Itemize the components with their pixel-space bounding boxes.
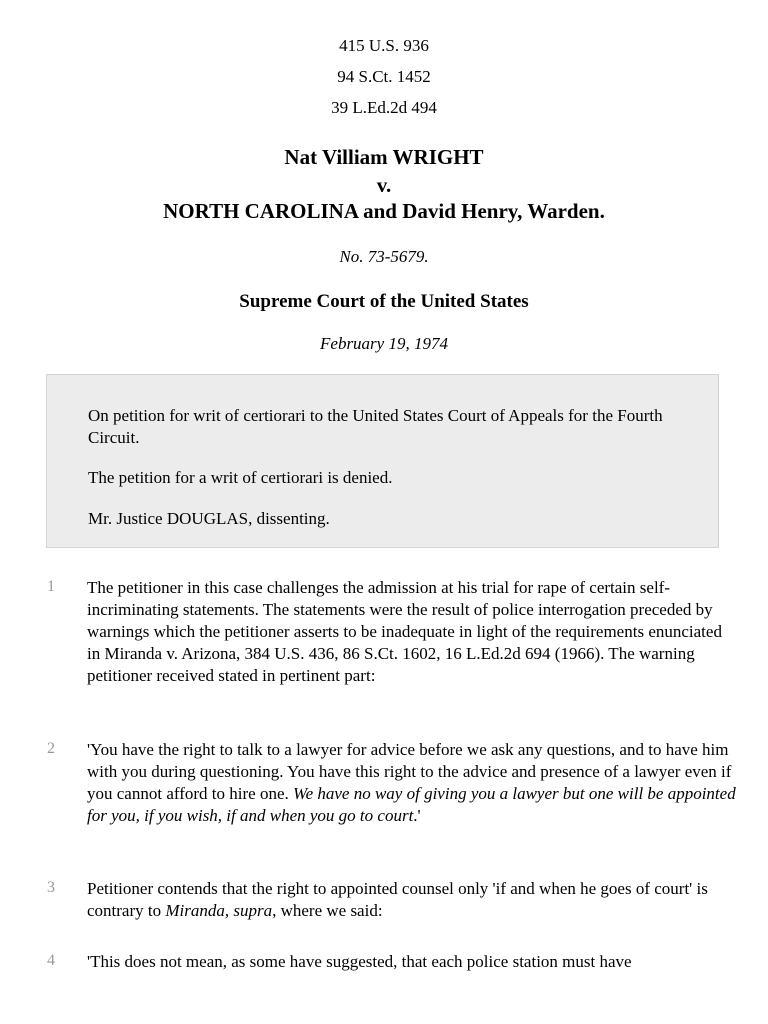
paragraph-text-plain: 'You have the right to talk to a lawyer for advice before we ask any questions, and to have him with you during questioning. You have this right to the advice and presence of a lawyer even if you cannot afford to hire one.	[87, 740, 732, 803]
paragraph-text	[87, 878, 737, 922]
paragraph-number: 4	[47, 952, 55, 969]
summary-dissent: Mr. Justice DOUGLAS, dissenting.	[88, 509, 330, 528]
paragraph-text-italic: We have no way of giving you a lawyer but one will be appointed for you, if you wish, if and when you go to court	[87, 784, 736, 825]
paragraph-number: 3	[47, 879, 55, 896]
citation-us: 415 U.S. 936	[339, 36, 429, 55]
paragraph-number: 2	[47, 740, 55, 757]
paragraph-text: 'This does not mean, as some have suggested, that each police station must have	[87, 952, 632, 971]
case-title-petitioner: Nat Villiam WRIGHT	[284, 145, 484, 169]
paragraph-number: 1	[47, 578, 55, 595]
citation-sct: 94 S.Ct. 1452	[337, 67, 431, 86]
summary-disposition: The petition for a writ of certiorari is denied.	[88, 468, 393, 487]
case-title-respondent: NORTH CAROLINA and David Henry, Warden.	[163, 199, 605, 223]
decision-date: February 19, 1974	[320, 334, 448, 353]
paragraph-text-end: , where we said:	[272, 901, 383, 920]
paragraph-text	[87, 739, 737, 827]
case-citation-italic: Miranda, supra	[165, 901, 273, 920]
court-name: Supreme Court of the United States	[239, 291, 529, 312]
paragraph-text-plain: Petitioner contends that the right to appointed counsel only 'if and when he goes of court' is contrary to	[87, 879, 708, 920]
docket-number: No. 73-5679.	[339, 247, 429, 266]
case-title-versus: v.	[376, 173, 392, 197]
paragraph-text-end: .'	[413, 806, 421, 825]
summary-petition: On petition for writ of certiorari to the United States Court of Appeals for the Fourth Circuit.	[88, 406, 663, 447]
citation-led: 39 L.Ed.2d 494	[331, 98, 437, 117]
summary-box	[46, 374, 719, 548]
paragraph-text: The petitioner in this case challenges the admission at his trial for rape of certain self-incriminating statements. The statements were the result of police interrogation preceded by warnings which the petitioner asserts to be inadequate in light of the requirements enunciated in Miranda v. Arizona, 384 U.S. 436, 86 S.Ct. 1602, 16 L.Ed.2d 694 (1966). The warning petitioner received stated in pertinent part:	[87, 578, 722, 685]
